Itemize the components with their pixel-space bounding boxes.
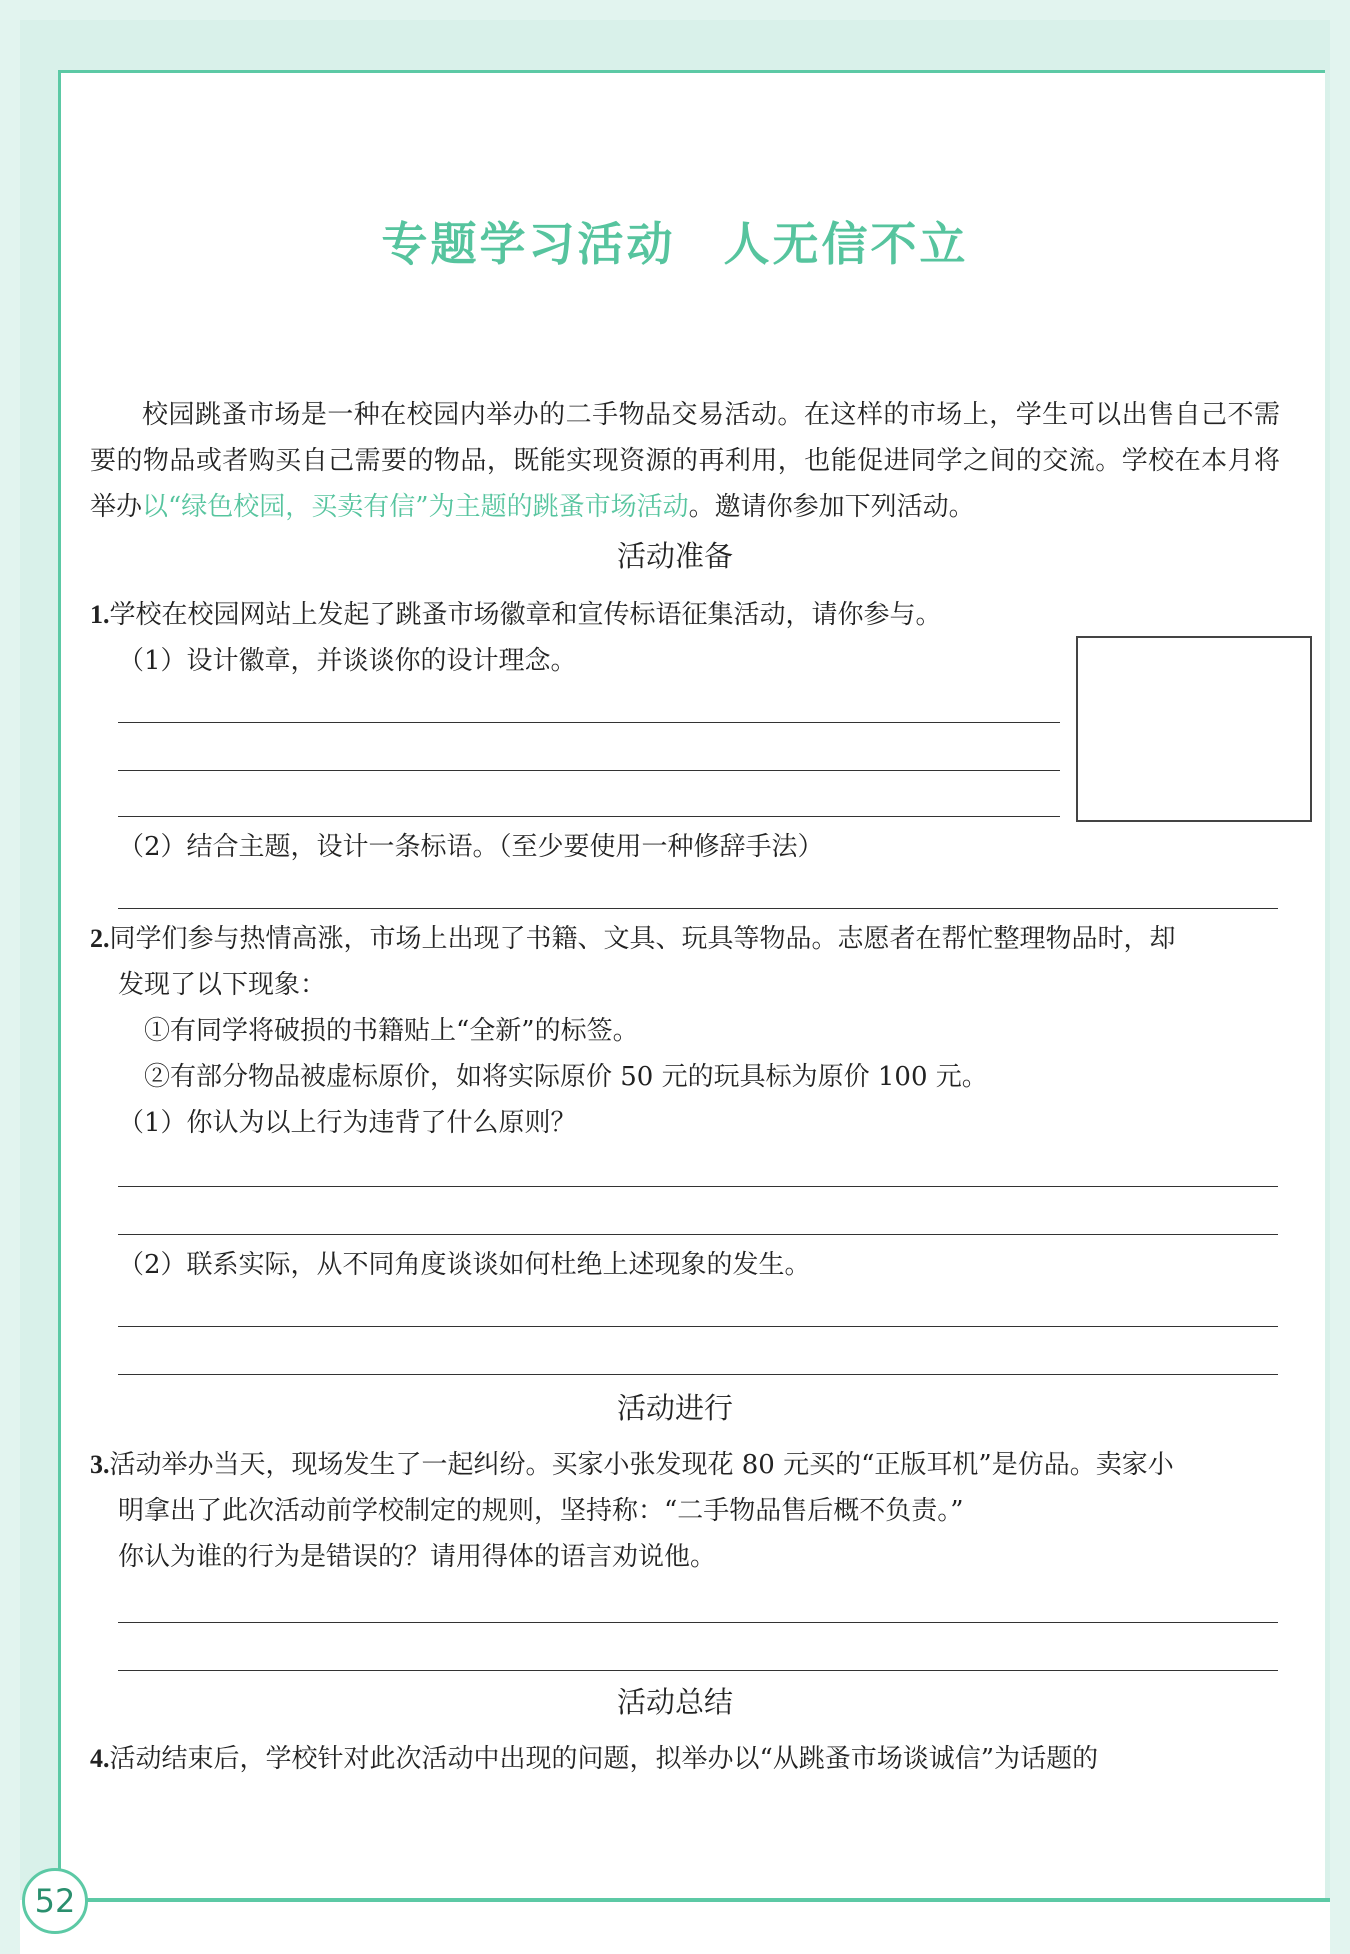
left-margin-band	[0, 0, 20, 1954]
frame-top	[20, 20, 1330, 70]
question-2	[90, 916, 1280, 962]
intro-text: 校园跳蚤市场是一种在校园内举办的二手物品交易活动。在这样的市场上，学生可以出售自己不需要的物品或者购买自己需要的物品，既能实现资源的再利用，也能促进同学之间的交流。学校在本月将举办	[90, 400, 1280, 522]
question-1-number: 1.	[90, 600, 110, 629]
intro-highlight: 以“绿色校园，买卖有信”为主题的跳蚤市场活动	[142, 492, 689, 522]
answer-line[interactable]	[118, 1326, 1278, 1327]
section-heading-progress: 活动进行	[616, 1391, 733, 1425]
question-3-number: 3.	[90, 1450, 110, 1479]
question-1-sub-1: （1）设计徽章，并谈谈你的设计理念。	[118, 646, 577, 676]
question-2-number: 2.	[90, 924, 110, 953]
question-2-item-2: ②有部分物品被虚标原价，如将实际原价 50 元的玩具标为原价 100 元。	[144, 1062, 988, 1092]
question-2-sub-1: （1）你认为以上行为违背了什么原则？	[118, 1108, 577, 1138]
answer-line[interactable]	[118, 1234, 1278, 1235]
top-margin-band	[0, 0, 1350, 20]
question-4	[90, 1736, 1280, 1782]
answer-line[interactable]	[118, 770, 1060, 771]
question-2-item-1: ①有同学将破损的书籍贴上“全新”的标签。	[144, 1016, 639, 1046]
question-3-text-3: 你认为谁的行为是错误的？请用得体的语言劝说他。	[118, 1542, 717, 1572]
question-3-text-2: 明拿出了此次活动前学校制定的规则，坚持称：“二手物品售后概不负责。”	[118, 1496, 964, 1526]
title-part-2: 人无信不立	[723, 217, 969, 271]
answer-line[interactable]	[118, 816, 1060, 817]
question-2-sub-2: （2）联系实际，从不同角度谈谈如何杜绝上述现象的发生。	[118, 1250, 811, 1280]
page-title	[0, 208, 1350, 274]
page-number: 52	[22, 1868, 88, 1934]
question-2-text-2: 发现了以下现象：	[118, 970, 327, 1000]
section-heading-prep: 活动准备	[616, 539, 733, 573]
answer-line[interactable]	[118, 1186, 1278, 1187]
section-heading-summary: 活动总结	[616, 1685, 733, 1719]
right-margin-band	[1330, 0, 1350, 1954]
answer-line[interactable]	[118, 1670, 1278, 1671]
question-2-text-1: 同学们参与热情高涨，市场上出现了书籍、文具、玩具等物品。志愿者在帮忙整理物品时，却	[109, 924, 1176, 954]
question-1	[90, 592, 1280, 638]
answer-line[interactable]	[118, 908, 1278, 909]
answer-line[interactable]	[118, 1622, 1278, 1623]
frame-left	[20, 20, 58, 1900]
footer-rule	[86, 1898, 1330, 1902]
question-1-sub-2: （2）结合主题，设计一条标语。（至少要使用一种修辞手法）	[118, 832, 824, 862]
title-part-1: 专题学习活动	[381, 217, 676, 271]
question-3	[90, 1442, 1280, 1488]
question-4-number: 4.	[90, 1744, 110, 1773]
question-3-text-1: 活动举办当天，现场发生了一起纠纷。买家小张发现花 80 元买的“正版耳机”是仿品。卖家小	[109, 1450, 1174, 1480]
question-1-text: 学校在校园网站上发起了跳蚤市场徽章和宣传标语征集活动，请你参与。	[109, 600, 942, 630]
intro-paragraph	[90, 392, 1280, 530]
answer-line[interactable]	[118, 1374, 1278, 1375]
badge-drawing-box[interactable]	[1076, 636, 1312, 822]
question-4-text: 活动结束后，学校针对此次活动中出现的问题，拟举办以“从跳蚤市场谈诚信”为话题的	[109, 1744, 1099, 1774]
answer-line[interactable]	[118, 722, 1060, 723]
intro-text-end: 。邀请你参加下列活动。	[688, 492, 975, 522]
